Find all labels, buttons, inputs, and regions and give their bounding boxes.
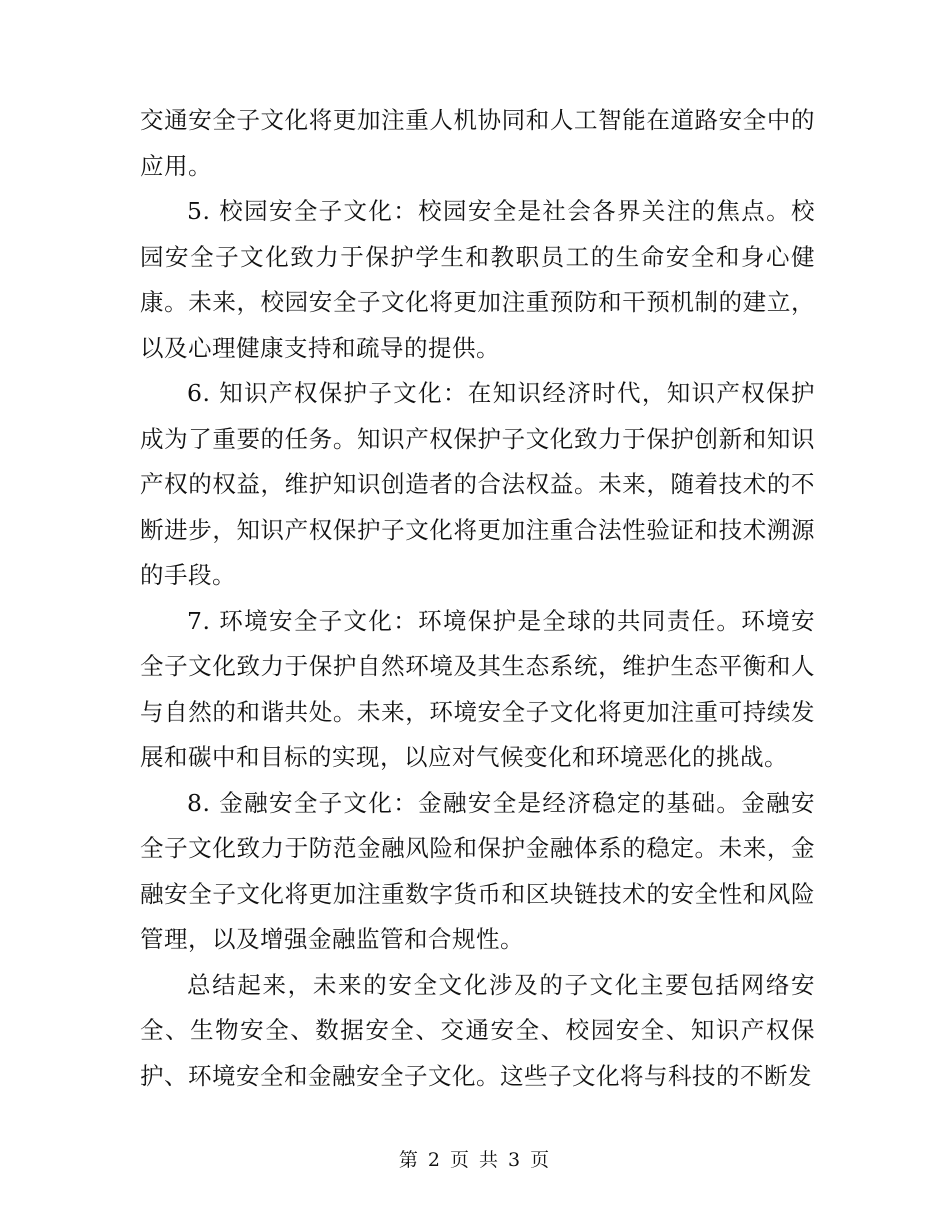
paragraph-financial-safety: 8. 金融安全子文化：金融安全是经济稳定的基础。金融安全子文化致力于防范金融风险和保护金融体系的稳定。未来，金融安全子文化将更加注重数字货币和区块链技术的安全性和风险管理，以及增强金融监管和合规性。 <box>140 788 815 953</box>
paragraph-environment-safety: 7. 环境安全子文化：环境保护是全球的共同责任。环境安全子文化致力于保护自然环境及其生态系统，维护生态平衡和人与自然的和谐共处。未来，环境安全子文化将更加注重可持续发展和碳中和目标的实现，以应对气候变化和环境恶化的挑战。 <box>140 606 815 771</box>
paragraph-ip-protection: 6. 知识产权保护子文化：在知识经济时代，知识产权保护成为了重要的任务。知识产权保护子文化致力于保护创新和知识产权的权益，维护知识创造者的合法权益。未来，随着技术的不断进步，知识产权保护子文化将更加注重合法性验证和技术溯源的手段。 <box>140 379 815 589</box>
document-body <box>140 98 815 1099</box>
paragraph-summary: 总结起来，未来的安全文化涉及的子文化主要包括网络安全、生物安全、数据安全、交通安全、校园安全、知识产权保护、环境安全和金融安全子文化。这些子文化将与科技的不断发 <box>140 970 815 1090</box>
paragraph-traffic-safety-cont: 交通安全子文化将更加注重人机协同和人工智能在道路安全中的应用。 <box>140 106 815 180</box>
page-number-footer: 第 2 页 共 3 页 <box>398 1149 552 1171</box>
paragraph-campus-safety: 5. 校园安全子文化：校园安全是社会各界关注的焦点。校园安全子文化致力于保护学生和教职员工的生命安全和身心健康。未来，校园安全子文化将更加注重预防和干预机制的建立，以及心理健康支持和疏导的提供。 <box>140 197 815 362</box>
